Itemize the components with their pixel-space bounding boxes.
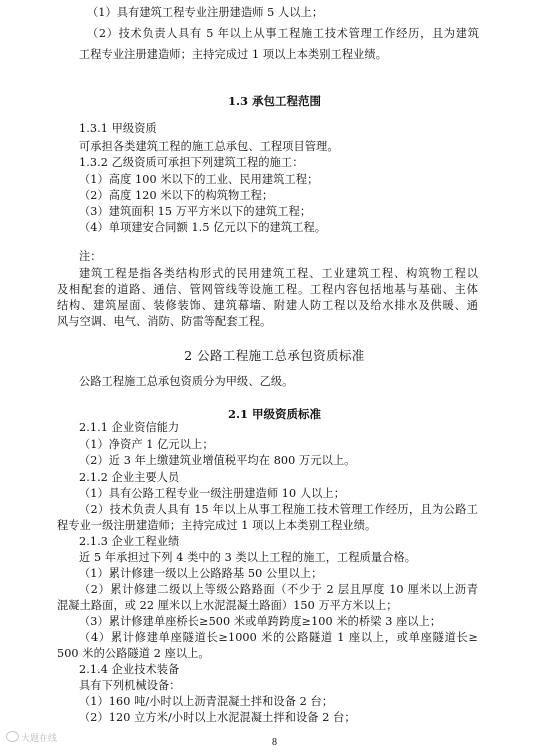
text-line: 可承担各类建筑工程的施工总承包、工程项目管理。 <box>79 140 339 153</box>
text-line: （1）高度 100 米以下的工业、民用建筑工程； <box>79 173 319 186</box>
text-line: （4）累计修建单座隧道长≥1000 米的公路隧道 1 座以上，或单座隧道长≥ <box>79 631 478 644</box>
chapter-heading: 2 公路工程施工总承包资质标准 <box>184 348 365 363</box>
text-line: 1.3.1 甲级资质 <box>79 122 157 135</box>
text-line: （2）技术负责人具有 5 年以上从事工程施工技术管理工作经历，且为建筑 <box>87 27 479 40</box>
text-line: （2）近 3 年上缴建筑业增值税平均在 800 万元以上。 <box>79 454 356 467</box>
text-line: 2.1.4 企业技术装备 <box>79 663 180 676</box>
text-line: 2.1.3 企业工程业绩 <box>79 535 180 548</box>
text-line: 2.1.2 企业主要人员 <box>79 471 180 484</box>
text-line: 混凝土路面，或 22 厘米以上水泥混凝土路面）150 万平方米以上； <box>57 599 398 612</box>
watermark-text: 大题在线 <box>21 734 58 744</box>
text-line: （1）累计修建一级以上公路路基 50 公里以上； <box>79 567 323 580</box>
text-line: 结构、建筑屋面、装修装饰、建筑幕墙、附建人防工程以及给水排水及供暖、通 <box>57 299 478 312</box>
text-line: 500 米的公路隧道 2 座以上。 <box>57 647 210 660</box>
text-line: （2）技术负责人具有 15 年以上从事工程施工技术管理工作经历，且为公路工 <box>79 503 478 516</box>
text-line: 工程专业注册建造师；主持完成过 1 项以上本类别工程业绩。 <box>79 48 388 61</box>
text-line: （2）120 立方米/小时以上水泥混凝土拌和设备 2 台； <box>79 711 356 724</box>
text-line: 2.1.1 企业资信能力 <box>79 421 180 434</box>
text-line: （1）具有公路工程专业一级注册建造师 10 人以上； <box>79 487 346 500</box>
section-heading: 1.3 承包工程范围 <box>227 94 321 108</box>
page-number: 8 <box>272 737 277 748</box>
section-heading: 2.1 甲级资质标准 <box>227 407 321 421</box>
text-line: 近 5 年承担过下列 4 类中的 3 类以上工程的施工，工程质量合格。 <box>79 551 417 564</box>
text-line: （1）160 吨/小时以上沥青混凝土拌和设备 2 台； <box>79 695 334 708</box>
text-line: 程专业一级注册建造师；主持完成过 1 项以上本类别工程业绩。 <box>57 519 377 532</box>
text-line: （3）累计修建单座桥长≥500 米或单跨跨度≥100 米的桥梁 3 座以上； <box>79 615 442 628</box>
note-label: 注： <box>79 250 102 263</box>
text-line: （2）高度 120 米以下的构筑物工程； <box>79 189 274 202</box>
text-line: 公路工程施工总承包资质分为甲级、乙级。 <box>79 375 294 388</box>
text-line: 1.3.2 乙级资质可承担下列建筑工程的施工： <box>79 156 304 169</box>
text-line: （3）建筑面积 15 万平方米以下的建筑工程； <box>79 205 312 218</box>
text-line: 及相配套的道路、通信、管网管线等设施工程。工程内容包括地基与基础、主体 <box>57 283 478 296</box>
text-line: （4）单项建安合同额 1.5 亿元以下的建筑工程。 <box>79 221 327 234</box>
text-line: （1）净资产 1 亿元以上； <box>79 438 214 451</box>
text-line: 风与空调、电气、消防、防雷等配套工程。 <box>57 315 272 328</box>
text-line: 建筑工程是指各类结构形式的民用建筑工程、工业建筑工程、构筑物工程以 <box>79 267 478 280</box>
text-line: 具有下列机械设备： <box>79 679 181 692</box>
text-line: （1）具有建筑工程专业注册建造师 5 人以上； <box>87 6 324 19</box>
text-line: （2）累计修建二级以上等级公路路面（不少于 2 层且厚度 10 厘米以上沥青 <box>79 583 478 596</box>
